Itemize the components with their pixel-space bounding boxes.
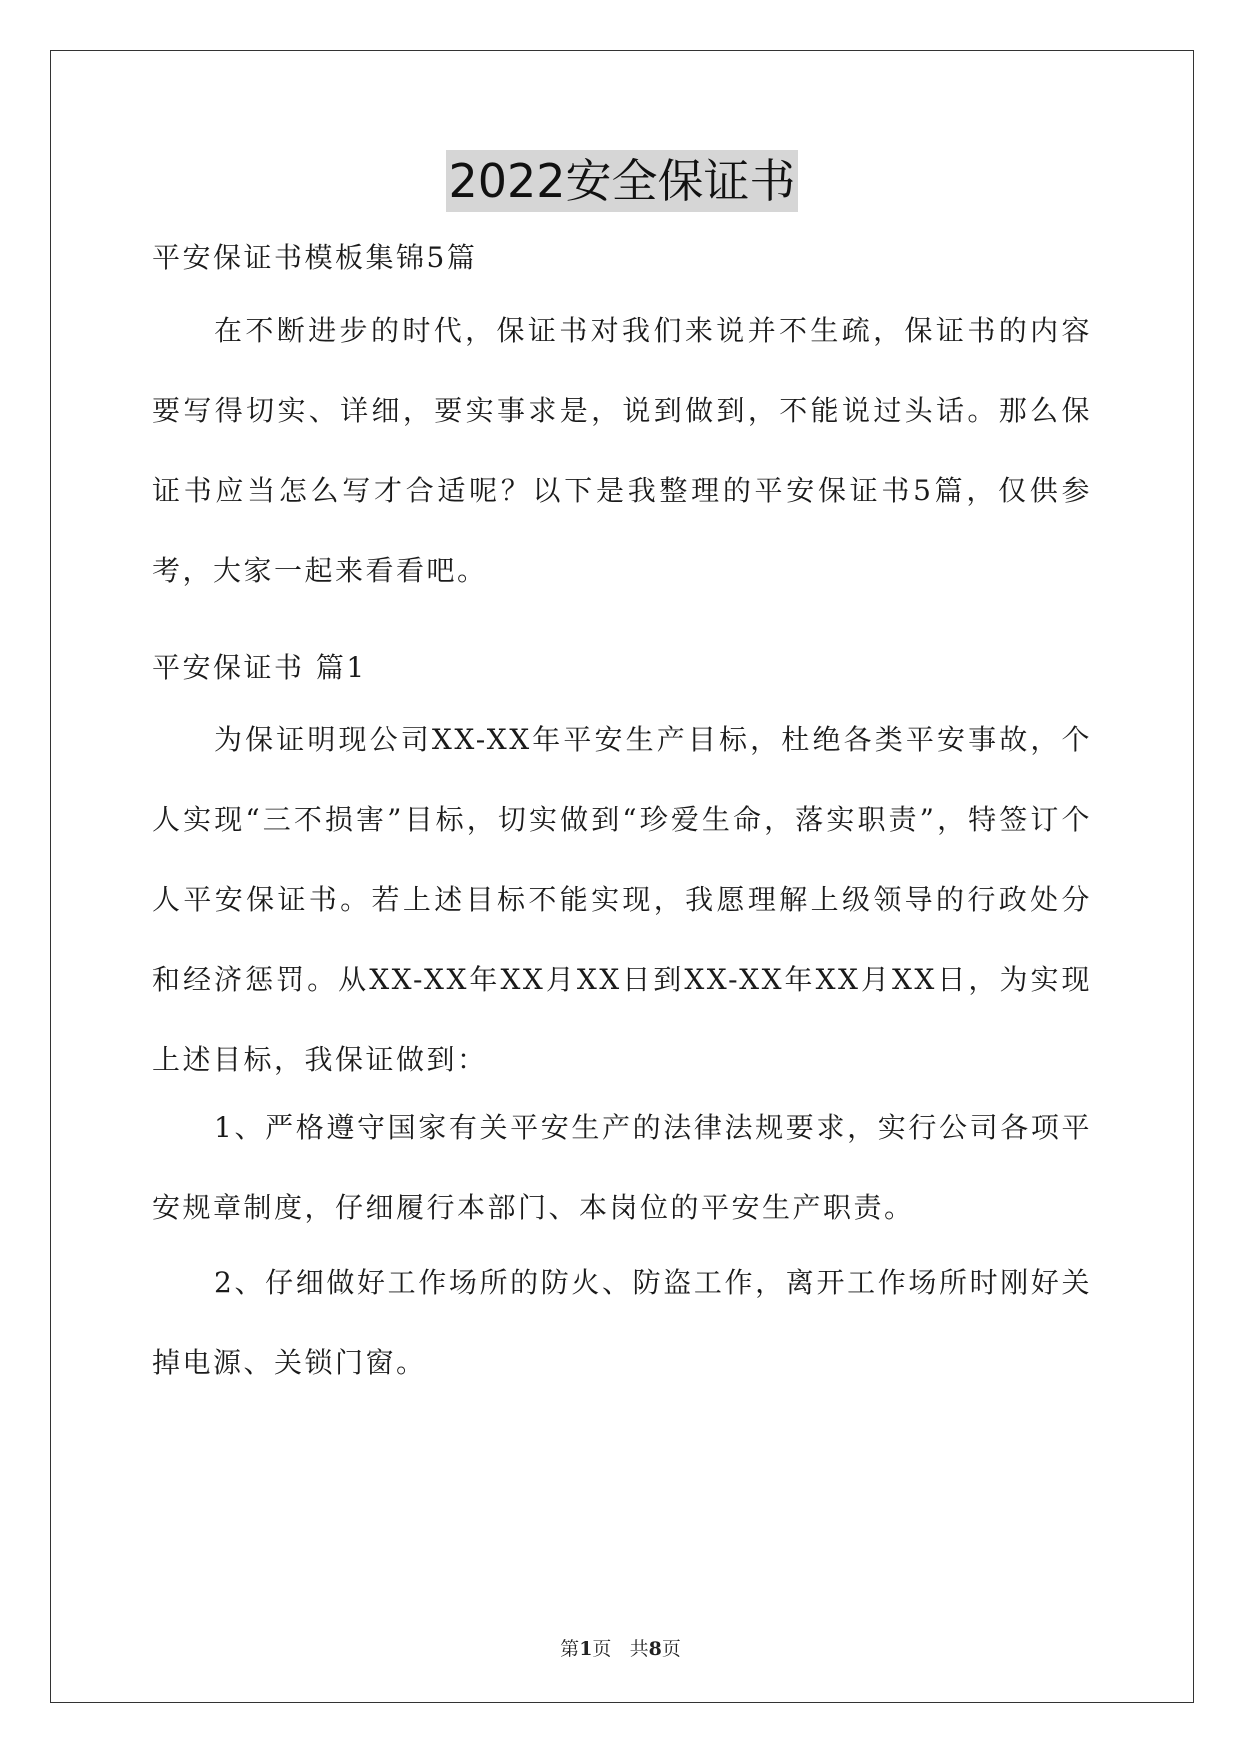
section-paragraph: 为保证明现公司XX-XX年平安生产目标，杜绝各类平安事故，个人实现“三不损害”目标，切实做到“珍爱生命，落实职责”，特签订个人平安保证书。若上述目标不能实现，我愿理解上级领导的行政处分和经济惩罚。从XX-XX年XX月XX日到XX-XX年XX月XX日，为实现上述目标，我保证做到： [152, 723, 1092, 1076]
intro-paragraph: 在不断进步的时代，保证书对我们来说并不生疏，保证书的内容要写得切实、详细，要实事求是，说到做到，不能说过头话。那么保证书应当怎么写才合适呢？以下是我整理的平安保证书5篇，仅供参考，大家一起来看看吧。 [152, 314, 1092, 587]
section-heading: 平安保证书 篇1 [152, 651, 367, 684]
page-prefix: 第 [560, 1638, 580, 1660]
title-wrap [152, 150, 1092, 212]
page-number: 1 [579, 1638, 593, 1660]
list-item: 1、严格遵守国家有关平安生产的法律法规要求，实行公司各项平安规章制度，仔细履行本部门、本岗位的平安生产职责。 [152, 1111, 1092, 1224]
page-footer [0, 1634, 1241, 1661]
total-prefix: 共 [629, 1638, 649, 1660]
document-subtitle: 平安保证书模板集锦5篇 [152, 241, 478, 274]
page-suffix: 页 [592, 1638, 612, 1660]
list-item: 2、仔细做好工作场所的防火、防盗工作，离开工作场所时刚好关掉电源、关锁门窗。 [152, 1266, 1092, 1379]
document-title: 2022安全保证书 [446, 150, 797, 212]
total-pages: 8 [648, 1638, 662, 1660]
total-suffix: 页 [661, 1638, 681, 1660]
